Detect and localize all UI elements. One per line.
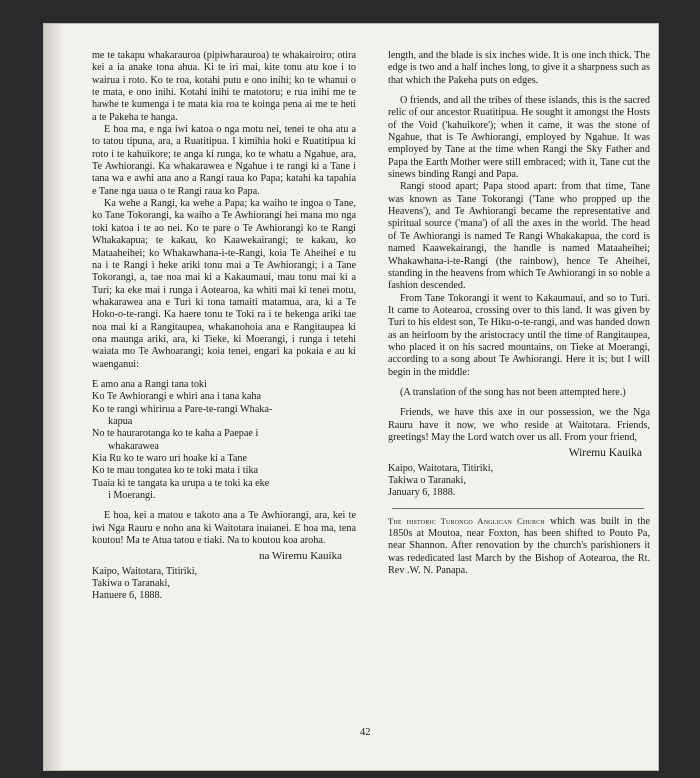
left-paragraph-1: me te takapu whakarauroa (pipiwharauroa) te whakairoiro; otira kei a ia anake tona ahua. Ki te iri mai, kite tonu atu koe i to wairua i roto. Ko te roa, kotahi putu e ono inihi; ko te whanui o te mata, e ono inihi. Kotahi inihi te matotoru; e rua inihi me te hawhe te kumenga i te mata kia roa te koinga pena ai me te heti a te Pakeha te hanga. [92,50,356,123]
right-address [388,463,650,500]
song-line: No te haurarotanga ko te kaha a Paepae i [92,428,259,440]
left-signature: na Wiremu Kauika [258,550,342,563]
right-signature: Wiremu Kauika [568,447,642,460]
right-paragraph-1: length, and the blade is six inches wide. It is one inch thick. The edge is two and a half inches long, to give it a sharpness such as that which the Pakeha puts on edges. [388,50,650,86]
left-address [92,566,356,603]
song-line: Kia Ru ko te waro uri hoake ki a Tane [92,453,247,464]
right-paragraph-3: Rangi stood apart; Papa stood apart: from that time, Tane was known as Tane Tokorangi ('Tane who propped up the Heavens'), and Te Awhiorangi became the representative and spiritual source ('mana') of all the axes in the world. The head of Te Awhiorangi is named Te Rangi Whakakapua, the cord is named Kaawekairangi, the handle is named Mataaheihei; Whakawhana-i-te-Rangi (the rainbow), hence Te Aheihei, standing in the heavens from which Te Awhiorangi in so noble a fashion descended. [388,181,650,292]
song-verse [92,379,356,502]
page-number: 42 [360,727,371,738]
left-paragraph-3: Ka wehe a Rangi, ka wehe a Papa; ka waiho te ingoa o Tane, ko Tane Tokorangi, ka waiho a Te Awhiorangi hei mana mo nga toki katoa i te ao nei. Ko te pare o Te Awhiorangi ko te Rangi Whakakapua; te kakau, ko Kaawekairangi; te kakau, ko Mataaheihei; ko Whakawhana-i-te-Rangi, koia Te Aheihei e tu na i te Rangi i heke ariki tonu mai a Te Awhiorangi; i a Tane Tokorangi, a, tae noa mai ki a Kakaumaui, mau tonu mai ki a Turi; ka eke mai i runga i Aotearoa, ka whiti mai ki tenei motu, whakarawea ana e Turi ki tona tamaiti matamua, ara, ki a Te Hoko-o-te-rangi. Ka haere tonu te Toki ra i te hekenga ariki tae noa mai ki a Rangitaupea, whakanohoia ana e Rangitaupea ki ona maunga ariki, ara, ki Tieke, ki Moerangi, i runga i tetehi waiata mo Te Awhoarangi; koia tenei, engari ka pokaia e au ki waenganui: [92,198,356,370]
address-line: Takiwa o Taranaki, [92,578,170,590]
translation-note: (A translation of the song has not been attempted here.) [400,386,626,398]
church-news-heading: The historic Turongo Anglican Church [388,515,545,526]
song-line: whakarawea [108,440,159,452]
song-line: Ko te mau tongatea ko te toki mata i tika [92,465,259,477]
page-binding-shadow [44,24,64,770]
left-paragraph-2: E hoa ma, e nga iwi katoa o nga motu nei, tenei te oha atu a to tatou tipuna, ara, a Ruatitipua. I kimihia hoki e Ruatitipua ki roto i te kahuikore; te anga ki runga, ko te whatu a Ngahue, ara, Te Awhiorangi. Ka whakarawea e Ngahue i te rangi ki a Tane i tana wa e awhi ana ano a Rangi raua ko Papa; katahi ka tapahia e Tane nga uaua o te Rangi raua ko Papa. [92,124,356,197]
church-news-text: which was built in the 1850s at Moutoa, near Foxton, has been shifted to Pouto Pa, near Shannon. After renovation by the church's parishioners it was rededicated last March by the Bishop of Aotearoa, the Rt. Rev .W. N. Panapa. [388,515,650,577]
address-line: Kaipo, Waitotara, Titiriki, [92,565,198,577]
right-paragraph-4: From Tane Tokorangi it went to Kakaumaui, and so to Turi. It came to Aotearoa, crossing over to this land. It was given by Turi to his eldest son, Te Hiku-o-te-rangi, and was handed down as an heirloom by the aristocracy until the time of Rangitaupea, who placed it on his sacred mountains, on Tieke at Moerangi, according to a song about Te Awhiorangi. Here it is; but I will begin in the middle: [388,292,650,378]
right-closing: Friends, we have this axe in our possession, we the Nga Rauru have it now, we who reside at Waitotara. Friends, greetings! May the Lord watch over us all. From your friend, [388,407,650,443]
left-closing: E hoa, kei a matou e takoto ana a Te Awhiorangi, ara, kei te iwi Nga Rauru e noho ana ki Waitotara inaianei. E hoa ma, tena koutou! Ma te Atua tatou e tiaki. Na to koutou koa aroha. [92,510,356,547]
song-line: Ko Te Awhiorangi e whiri ana i tana kaha [92,391,262,403]
address-line: Kaipo, Waitotara, Titiriki, [388,462,494,474]
right-paragraph-2: O friends, and all the tribes of these islands, this is the sacred relic of our ancestor Ruatitipua. He sought it amongst the Hosts of the Void ('kahuikore'); when it came, it was the stone of Ngahue, that is Te Awhiorangi, employed by Ngahue. It was employed by Tane at the time when Rangi the Sky Father and Papa the Earth Mother were still embraced; with it, Tane cut the sinews binding Rangi and Papa. [388,95,650,181]
church-news-item [388,515,650,578]
section-divider [392,508,644,509]
address-line: Takiwa o Taranaki, [388,475,466,486]
song-line: i Moerangi. [108,490,156,502]
song-line: Ko te rangi whirirua a Pare-te-rangi Whaka- [92,403,273,415]
song-line: Tuaia ki te tangata ka urupa a te toki ka eke [92,477,270,489]
address-line: January 6, 1888. [388,487,456,499]
song-line: E amo ana a Rangi tana toki [92,378,207,390]
song-line: kapua [108,415,133,427]
address-line: Hanuere 6, 1888. [92,590,163,602]
right-column [388,50,650,577]
left-column [92,50,356,603]
